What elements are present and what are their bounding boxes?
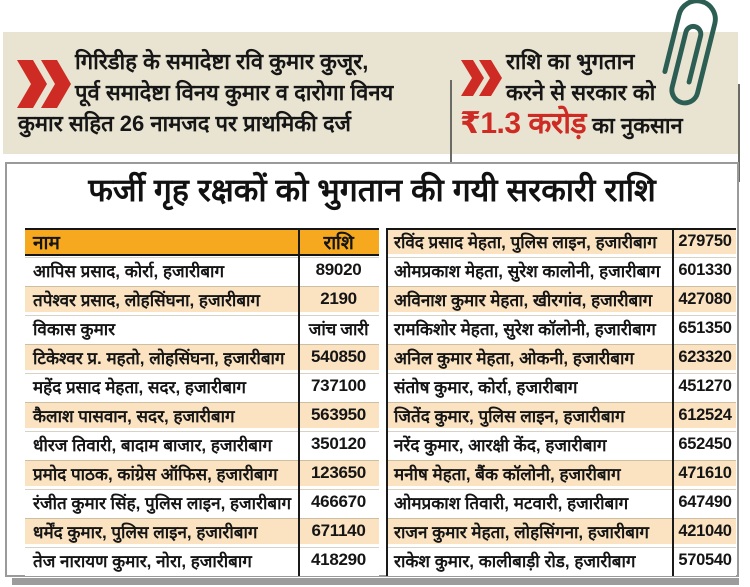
row-amount: 601330 [678,260,732,279]
row-amount: 623320 [678,347,732,366]
table-left-body [25,257,379,576]
row-name: नरेंद कुमार, आरक्षी केंद, हजारीबाग [394,435,607,455]
table-row [25,547,379,576]
table-row [25,460,379,489]
row-name: रंजीत कुमार सिंह, पुलिस लाइन, हजारीबाग [33,493,292,513]
row-name: तपेश्वर प्रसाद, लोहसिंघना, हजारीबाग [33,290,261,310]
row-amount: 570540 [678,550,732,569]
row-name: धर्मेंद कुमार, पुलिस लाइन, हजारीबाग [33,522,258,542]
table-row [25,518,379,547]
row-amount: 671140 [311,521,366,540]
table-row [25,286,379,315]
row-name: ओमप्रकाश मेहता, सुरेश कालोनी, हजारीबाग [394,261,661,281]
table-row [25,344,379,373]
headline-right-line2: करने से सरकार को [506,80,656,105]
table-row [386,344,736,373]
headline-right-line1: राशि का भुगतान [506,49,635,74]
header-amount: राशि [323,233,354,254]
table-row [25,257,379,286]
loss-amount: ₹1.3 करोड़ [460,107,587,140]
row-name: प्रमोद पाठक, कांग्रेस ऑफिस, हजारीबाग [33,464,278,484]
column-divider [672,228,674,576]
row-amount: 279750 [678,231,732,250]
row-name: विकास कुमार [33,319,116,339]
row-name: संतोष कुमार, कोर्रा, हजारीबाग [394,377,578,397]
table-row [386,460,736,489]
row-amount: 418290 [311,550,366,569]
row-name: आपिस प्रसाद, कोर्रा, हजारीबाग [33,261,225,281]
table-row [386,431,736,460]
row-amount: 89020 [315,260,362,279]
row-name: रविंद प्रसाद मेहता, पुलिस लाइन, हजारीबाग [394,232,657,252]
table-row [386,257,736,286]
row-name: ओमप्रकाश तिवारी, मटवारी, हजारीबाग [394,493,629,513]
table-row [25,402,379,431]
row-name: राकेश कुमार, कालीबाड़ी रोड, हजारीबाग [394,551,636,571]
row-name: कैलाश पासवान, सदर, हजारीबाग [33,406,235,426]
row-amount: 2190 [320,289,357,308]
row-name: जितेंद कुमार, पुलिस लाइन, हजारीबाग [394,406,625,426]
row-amount: 350120 [311,434,366,453]
card-shadow [12,578,739,585]
row-amount: 647490 [678,492,732,511]
row-amount: 651350 [678,318,732,337]
headline-left-line2: पूर्व समादेष्टा विनय कुमार व दारोगा विनय [75,80,394,105]
table-left [25,228,379,576]
row-name: अनिल कुमार मेहता, ओकनी, हजारीबाग [394,348,634,368]
table-row [386,518,736,547]
table-row [386,286,736,315]
row-amount: 612524 [678,405,732,424]
row-name: तेज नारायण कुमार, नोरा, हजारीबाग [33,551,252,571]
table-top-border [386,228,736,230]
table-header-row [25,228,379,257]
table-row [25,315,379,344]
column-divider [298,228,300,576]
row-amount: 427080 [678,289,732,308]
table-row [386,402,736,431]
row-amount: 652450 [678,434,732,453]
row-name: रामकिशोर मेहता, सुरेश कॉलोनी, हजारीबाग [394,319,656,339]
loss-suffix: का नुकसान [586,113,683,138]
row-name: मनीष मेहता, बैंक कॉलोनी, हजारीबाग [394,464,621,484]
row-amount: 123650 [311,463,366,482]
row-name: टिकेश्वर प्र. महतो, लोहसिंघना, हजारीबाग [33,348,285,368]
row-amount: 466670 [311,492,366,511]
row-amount: 471610 [678,463,732,482]
table-row [386,373,736,402]
header-name: नाम [33,233,60,254]
row-amount: जांच जारी [308,319,369,339]
row-amount: 421040 [678,521,732,540]
table-left-border [386,228,388,576]
table-right [386,228,736,576]
table-row [386,228,736,257]
table-row [386,489,736,518]
table-row [25,431,379,460]
row-amount: 737100 [311,376,366,395]
table-right-body [386,228,736,576]
table-row [386,315,736,344]
row-name: धीरज तिवारी, बादाम बाजार, हजारीबाग [33,435,272,455]
row-amount: 451270 [678,376,732,395]
row-amount: 563950 [311,405,366,424]
row-name: महेंद प्रसाद मेहता, सदर, हजारीबाग [33,377,246,397]
row-amount: 540850 [311,347,366,366]
table-title: फर्जी गृह रक्षकों को भुगतान की गयी सरकारी राशि [88,172,656,208]
row-name: राजन कुमार मेहता, लोहसिंगना, हजारीबाग [394,522,649,542]
headline-left-line1: गिरिडीह के समादेष्टा रवि कुमार कुजूर, [75,49,369,74]
table-row [25,489,379,518]
table-row [25,373,379,402]
table-row [386,547,736,576]
header-underline [25,254,379,256]
headline-left-line3: कुमार सहित 26 नामजद पर प्राथमिकी दर्ज [18,111,351,136]
headline-left [18,46,438,139]
row-name: अविनाश कुमार मेहता, खीरगांव, हजारीबाग [394,290,653,310]
